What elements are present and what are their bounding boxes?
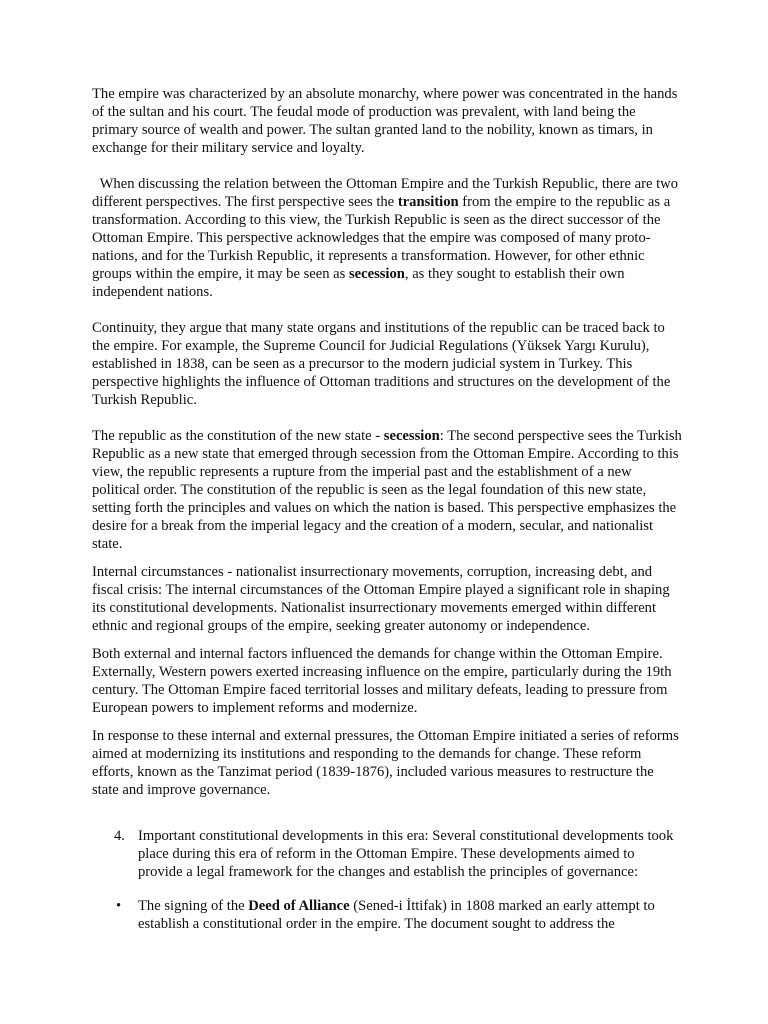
- list-item-text: (Sened-i İttifak) in 1808 marked an early attempt to establish a constitutional order in the empire. The document sought to address the: [138, 898, 655, 932]
- bullet-list-item: [92, 897, 682, 933]
- bold-term-secession-2: secession: [383, 428, 440, 444]
- paragraph-text: , as they sought to establish their own independent nations.: [92, 266, 625, 300]
- paragraph-absolute-monarchy: The empire was characterized by an absolute monarchy, where power was concentrated in the hands of the sultan and his court. The feudal mode of production was prevalent, with land being the primary source of wealth and power. The sultan granted land to the nobility, known as timars, in exchange for their military service and loyalty.: [92, 86, 678, 156]
- paragraph-continuity: Continuity, they argue that many state organs and institutions of the republic can be traced back to the empire. For example, the Supreme Council for Judicial Regulations (Yüksek Yargı Kurulu), established in 1838, can be seen as a precursor to the modern judicial system in Turkey. This perspective highlights the influence of Ottoman traditions and structures on the development of the Turkish Republic.: [92, 320, 671, 408]
- list-item-text: The signing of the: [138, 898, 249, 914]
- paragraph-text: When discussing the relation between the Ottoman Empire and the Turkish Republic, there are two different perspectives. The first perspective sees the: [92, 176, 678, 210]
- paragraph-external-internal-factors: Both external and internal factors influenced the demands for change within the Ottoman Empire. Externally, Western powers exerted increasing influence on the empire, particularly during the 19th century. The Ottoman Empire faced territorial losses and military defeats, leading to pressure from European powers to implement reforms and modernize.: [92, 646, 672, 716]
- list-number: 4.: [114, 828, 125, 844]
- bold-term-deed-of-alliance: Deed of Alliance: [248, 898, 350, 914]
- document-page: [92, 85, 682, 933]
- paragraph-text: The republic as the constitution of the new state -: [92, 428, 384, 444]
- list-item-text: Important constitutional developments in this era: Several constitutional developments took place during this era of reform in the Ottoman Empire. These developments aimed to provide a legal framework for the changes and establish the principles of governance:: [138, 828, 674, 880]
- bold-term-secession: secession: [348, 266, 405, 282]
- paragraph-internal-circumstances: Internal circumstances - nationalist insurrectionary movements, corruption, increasing debt, and fiscal crisis: The internal circumstances of the Ottoman Empire played a significant role in shaping its constitutional developments. Nationalist insurrectionary movements emerged within different ethnic and regional groups of the empire, seeking greater autonomy or independence.: [92, 564, 670, 634]
- paragraph-two-perspectives: [92, 175, 682, 301]
- numbered-list-item: [92, 827, 682, 881]
- bullet-marker: •: [116, 898, 122, 914]
- paragraph-reforms-response: In response to these internal and external pressures, the Ottoman Empire initiated a series of reforms aimed at modernizing its institutions and responding to the demands for change. These reform efforts, known as the Tanzimat period (1839-1876), included various measures to restructure the state and improve governance.: [92, 728, 679, 798]
- paragraph-text: from the empire to the republic as a transformation. According to this view, the Turkish Republic is seen as the direct successor of the Ottoman Empire. This perspective acknowledges that the empire was composed of many proto-nations, and for the Turkish Republic, it represents a transformation. However, for other ethnic groups within the empire, it may be seen as: [92, 194, 671, 282]
- paragraph-republic-constitution: [92, 427, 682, 553]
- bold-term-transition: transition: [397, 194, 459, 210]
- paragraph-text: : The second perspective sees the Turkish Republic as a new state that emerged through secession from the Ottoman Empire. According to this view, the republic represents a rupture from the imperial past and the establishment of a new political order. The constitution of the republic is seen as the legal foundation of this new state, setting forth the principles and values on which the nation is based. This perspective emphasizes the desire for a break from the imperial legacy and the creation of a modern, secular, and nationalist state.: [92, 428, 682, 552]
